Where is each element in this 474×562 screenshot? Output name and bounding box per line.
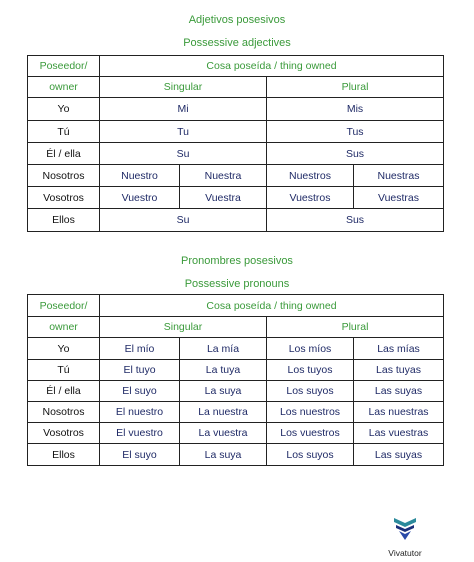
person-cell: Tú (28, 360, 100, 381)
plural-cell: Mis (267, 98, 444, 121)
plural-cell: Tus (267, 121, 444, 143)
singular-cell: Su (100, 143, 267, 165)
adjectives-title-en: Possessive adjectives (183, 37, 291, 49)
singular-fem-cell: La nuestra (180, 402, 267, 423)
singular-fem-cell: La tuya (180, 360, 267, 381)
singular-masc-cell: El tuyo (100, 360, 180, 381)
plural-masc-cell: Los vuestros (267, 423, 354, 444)
table-row (28, 338, 444, 360)
table-row (28, 423, 444, 444)
plural-fem-cell: Las nuestras (354, 402, 444, 423)
plural-fem-cell: Las suyas (354, 381, 444, 402)
header-poseedor: Poseedor/ (28, 295, 100, 317)
plural-fem-cell: Las vuestras (354, 423, 444, 444)
singular-fem-cell: La mía (180, 338, 267, 360)
singular-fem-cell: La vuestra (180, 423, 267, 444)
table-row (28, 360, 444, 381)
singular-cell: Mi (100, 98, 267, 121)
plural-masc-cell: Los míos (267, 338, 354, 360)
singular-masc-cell: El nuestro (100, 402, 180, 423)
person-cell: Nosotros (28, 402, 100, 423)
person-cell: Nosotros (28, 165, 100, 187)
plural-masc-cell: Los suyos (267, 444, 354, 466)
header-cosa-poseida: Cosa poseída / thing owned (100, 295, 444, 317)
singular-masc-cell: Vuestro (100, 187, 180, 209)
person-cell: Él / ella (28, 143, 100, 165)
vivatutor-logo (383, 516, 427, 558)
table-row (28, 402, 444, 423)
plural-fem-cell: Las mías (354, 338, 444, 360)
singular-masc-cell: Nuestro (100, 165, 180, 187)
plural-masc-cell: Los suyos (267, 381, 354, 402)
person-cell: Él / ella (28, 381, 100, 402)
person-cell: Tú (28, 121, 100, 143)
person-cell: Ellos (28, 444, 100, 466)
singular-fem-cell: La suya (180, 381, 267, 402)
plural-masc-cell: Vuestros (267, 187, 354, 209)
singular-fem-cell: Nuestra (180, 165, 267, 187)
header-singular: Singular (100, 317, 267, 338)
vivatutor-logo-icon (393, 516, 417, 542)
singular-fem-cell: Vuestra (180, 187, 267, 209)
pronouns-title-es: Pronombres posesivos (181, 255, 293, 267)
header-plural: Plural (267, 317, 444, 338)
table-row (28, 165, 444, 187)
header-poseedor: Poseedor/ (28, 56, 100, 77)
singular-fem-cell: La suya (180, 444, 267, 466)
plural-fem-cell: Las suyas (354, 444, 444, 466)
pronouns-table (27, 294, 444, 466)
table-row (28, 187, 444, 209)
table-row (28, 143, 444, 165)
table-row (28, 444, 444, 466)
header-owner: owner (28, 317, 100, 338)
adjectives-title-es: Adjetivos posesivos (188, 14, 286, 26)
person-cell: Yo (28, 98, 100, 121)
plural-fem-cell: Vuestras (354, 187, 444, 209)
table-row (28, 381, 444, 402)
singular-cell: Tu (100, 121, 267, 143)
singular-masc-cell: El suyo (100, 381, 180, 402)
header-plural: Plural (267, 77, 444, 98)
plural-cell: Sus (267, 143, 444, 165)
plural-masc-cell: Nuestros (267, 165, 354, 187)
logo-text: Vivatutor (388, 548, 422, 558)
singular-masc-cell: El vuestro (100, 423, 180, 444)
person-cell: Vosotros (28, 187, 100, 209)
adjectives-table (27, 55, 444, 232)
table-row (28, 98, 444, 121)
plural-masc-cell: Los nuestros (267, 402, 354, 423)
pronouns-title-en: Possessive pronouns (184, 278, 290, 290)
plural-masc-cell: Los tuyos (267, 360, 354, 381)
plural-fem-cell: Las tuyas (354, 360, 444, 381)
header-owner: owner (28, 77, 100, 98)
header-cosa-poseida: Cosa poseída / thing owned (100, 56, 444, 77)
person-cell: Yo (28, 338, 100, 360)
singular-cell: Su (100, 209, 267, 232)
table-row (28, 121, 444, 143)
plural-cell: Sus (267, 209, 444, 232)
singular-masc-cell: El mío (100, 338, 180, 360)
plural-fem-cell: Nuestras (354, 165, 444, 187)
person-cell: Vosotros (28, 423, 100, 444)
table-row (28, 209, 444, 232)
person-cell: Ellos (28, 209, 100, 232)
singular-masc-cell: El suyo (100, 444, 180, 466)
header-singular: Singular (100, 77, 267, 98)
